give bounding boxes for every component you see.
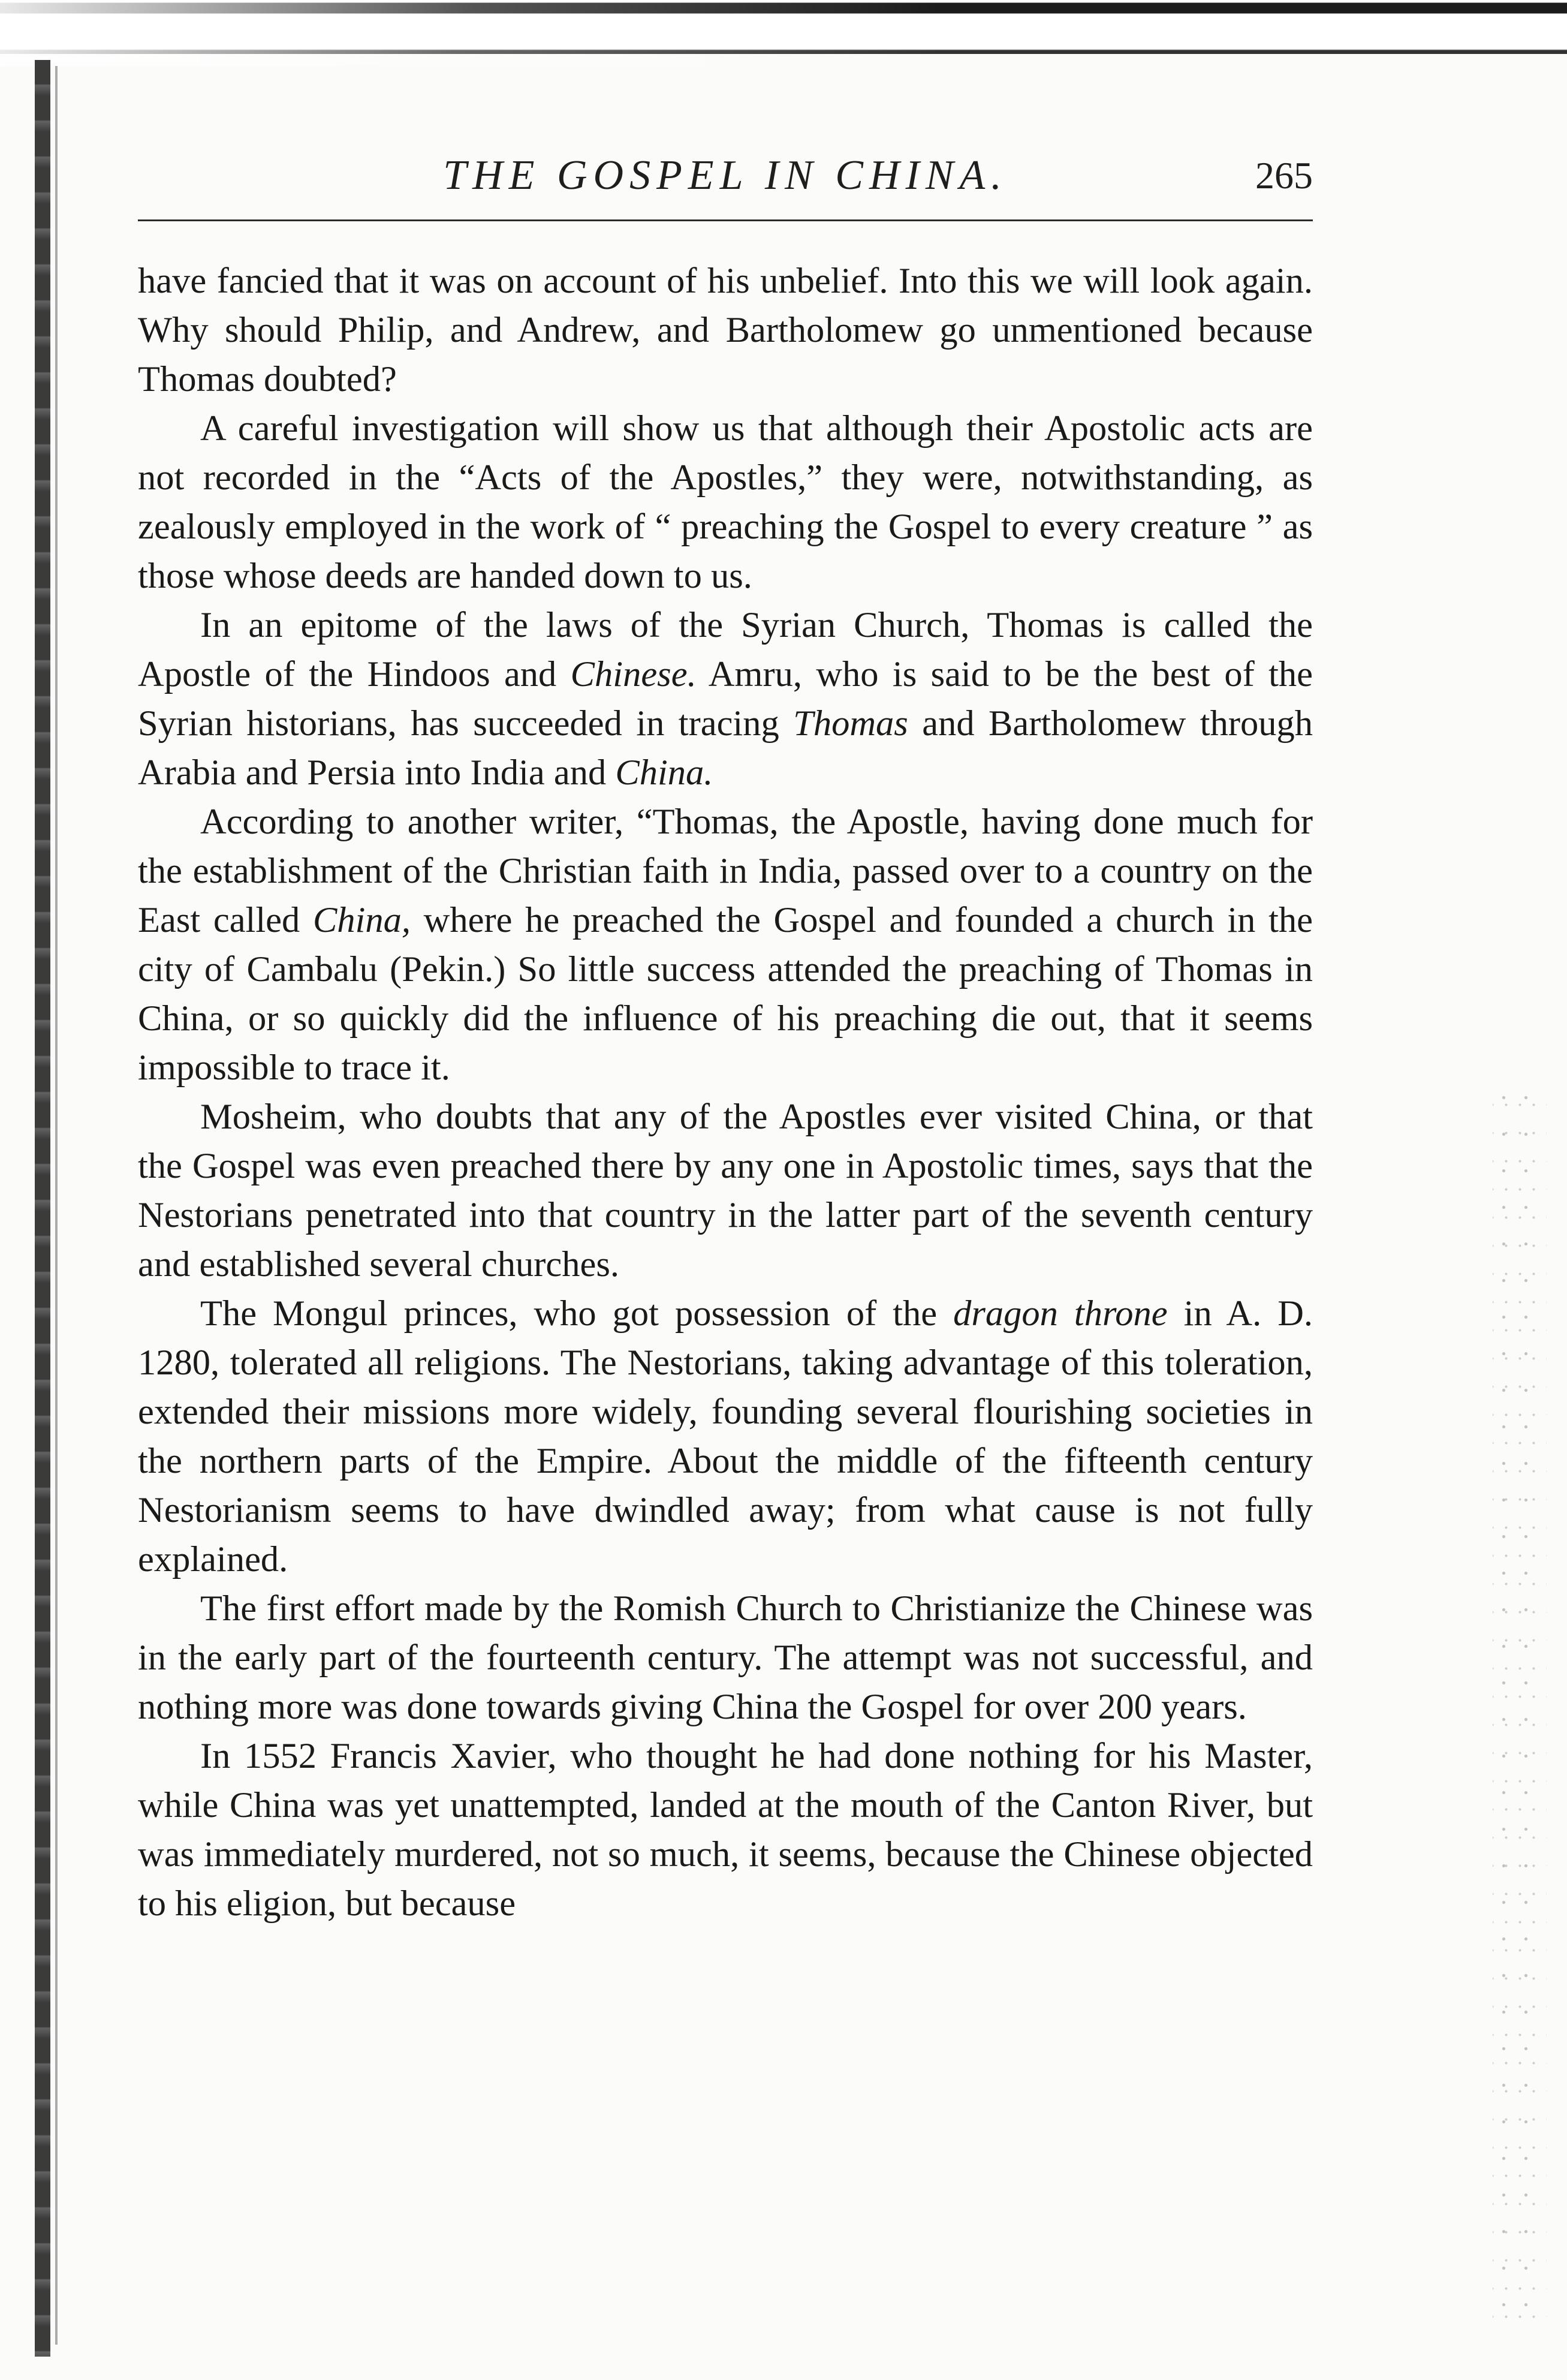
text-run: In 1552 Francis Xavier, who thought he had done nothing for his Master, while China was yet unattempted, landed at the mouth of the Canton River, but was immediately murdered, not so much, it seems, because the Chinese objected to his eligion, but because bbox=[138, 1736, 1313, 1924]
body-text bbox=[138, 257, 1313, 1928]
italic-text: Thomas bbox=[793, 703, 908, 744]
paragraph bbox=[138, 1093, 1313, 1289]
italic-text: Chinese. bbox=[570, 654, 697, 694]
italic-text: China, bbox=[312, 900, 411, 940]
text-run: According to another writer, “Thomas, the Apostle, having done much for the establishment of the Christian faith in India, passed over to a country on the East called bbox=[138, 802, 1313, 940]
text-run: The first effort made by the Romish Church to Christianize the Chinese was in the early part of the fourteenth century. The attempt was not successful, and nothing more was done towards giving China the Gospel for over 200 years. bbox=[138, 1588, 1313, 1727]
scan-specks bbox=[1493, 1079, 1547, 2339]
paragraph bbox=[138, 1732, 1313, 1928]
text-run: The Mongul princes, who got possession of the bbox=[200, 1293, 954, 1334]
text-run: where he preached the Gospel and founded a church in the city of Cambalu (Pekin.) So little success attended the preaching of Thomas in China, or so quickly did the influence of his preaching die out, that it seems impossible to trace it. bbox=[138, 900, 1313, 1088]
scan-top-fade bbox=[0, 0, 1567, 66]
scan-binding-line bbox=[55, 66, 58, 2345]
text-run: in A. D. 1280, tolerated all religions. The Nestorians, taking advantage of this toleration, extended their missions more widely, founding several flourishing societies in the northern parts of the Empire. About the middle of the fifteenth century Nestorianism seems to have dwindled away; from what cause is not fully explained. bbox=[138, 1293, 1313, 1579]
header-rule bbox=[138, 219, 1313, 221]
paragraph bbox=[138, 1289, 1313, 1584]
paragraph bbox=[138, 601, 1313, 798]
text-run: Amru, who is said to be the best of the Syrian historians, has succeeded in tracing bbox=[138, 654, 1313, 744]
italic-text: China. bbox=[615, 753, 713, 793]
page-number: 265 bbox=[1255, 154, 1313, 197]
paragraph bbox=[138, 404, 1313, 601]
paragraph bbox=[138, 257, 1313, 404]
scan-binding-edge bbox=[35, 60, 50, 2357]
text-run: and Bartholomew through Arabia and Persia into India and bbox=[138, 703, 1313, 793]
italic-text: dragon throne bbox=[953, 1293, 1168, 1334]
running-head: THE GOSPEL IN CHINA. bbox=[443, 152, 1008, 198]
text-run: In an epitome of the laws of the Syrian Church, Thomas is called the Apostle of the Hindoos and bbox=[138, 605, 1313, 694]
page-header bbox=[138, 149, 1313, 203]
paragraph bbox=[138, 1584, 1313, 1732]
text-run: Mosheim, who doubts that any of the Apostles ever visited China, or that the Gospel was even preached there by any one in Apostolic times, says that the Nestorians penetrated into that country in the latter part of the seventh century and established several churches. bbox=[138, 1097, 1313, 1284]
text-run: have fancied that it was on account of his unbelief. Into this we will look again. Why should Philip, and Andrew, and Bartholomew go unmentioned because Thomas doubted? bbox=[138, 261, 1313, 399]
text-run: A careful investigation will show us that although their Apostolic acts are not recorded in the “Acts of the Apostles,” they were, notwithstanding, as zealously employed in the work of “ preaching the Gospel to every creature ” as those whose deeds are handed down to us. bbox=[138, 408, 1313, 596]
paragraph bbox=[138, 798, 1313, 1093]
